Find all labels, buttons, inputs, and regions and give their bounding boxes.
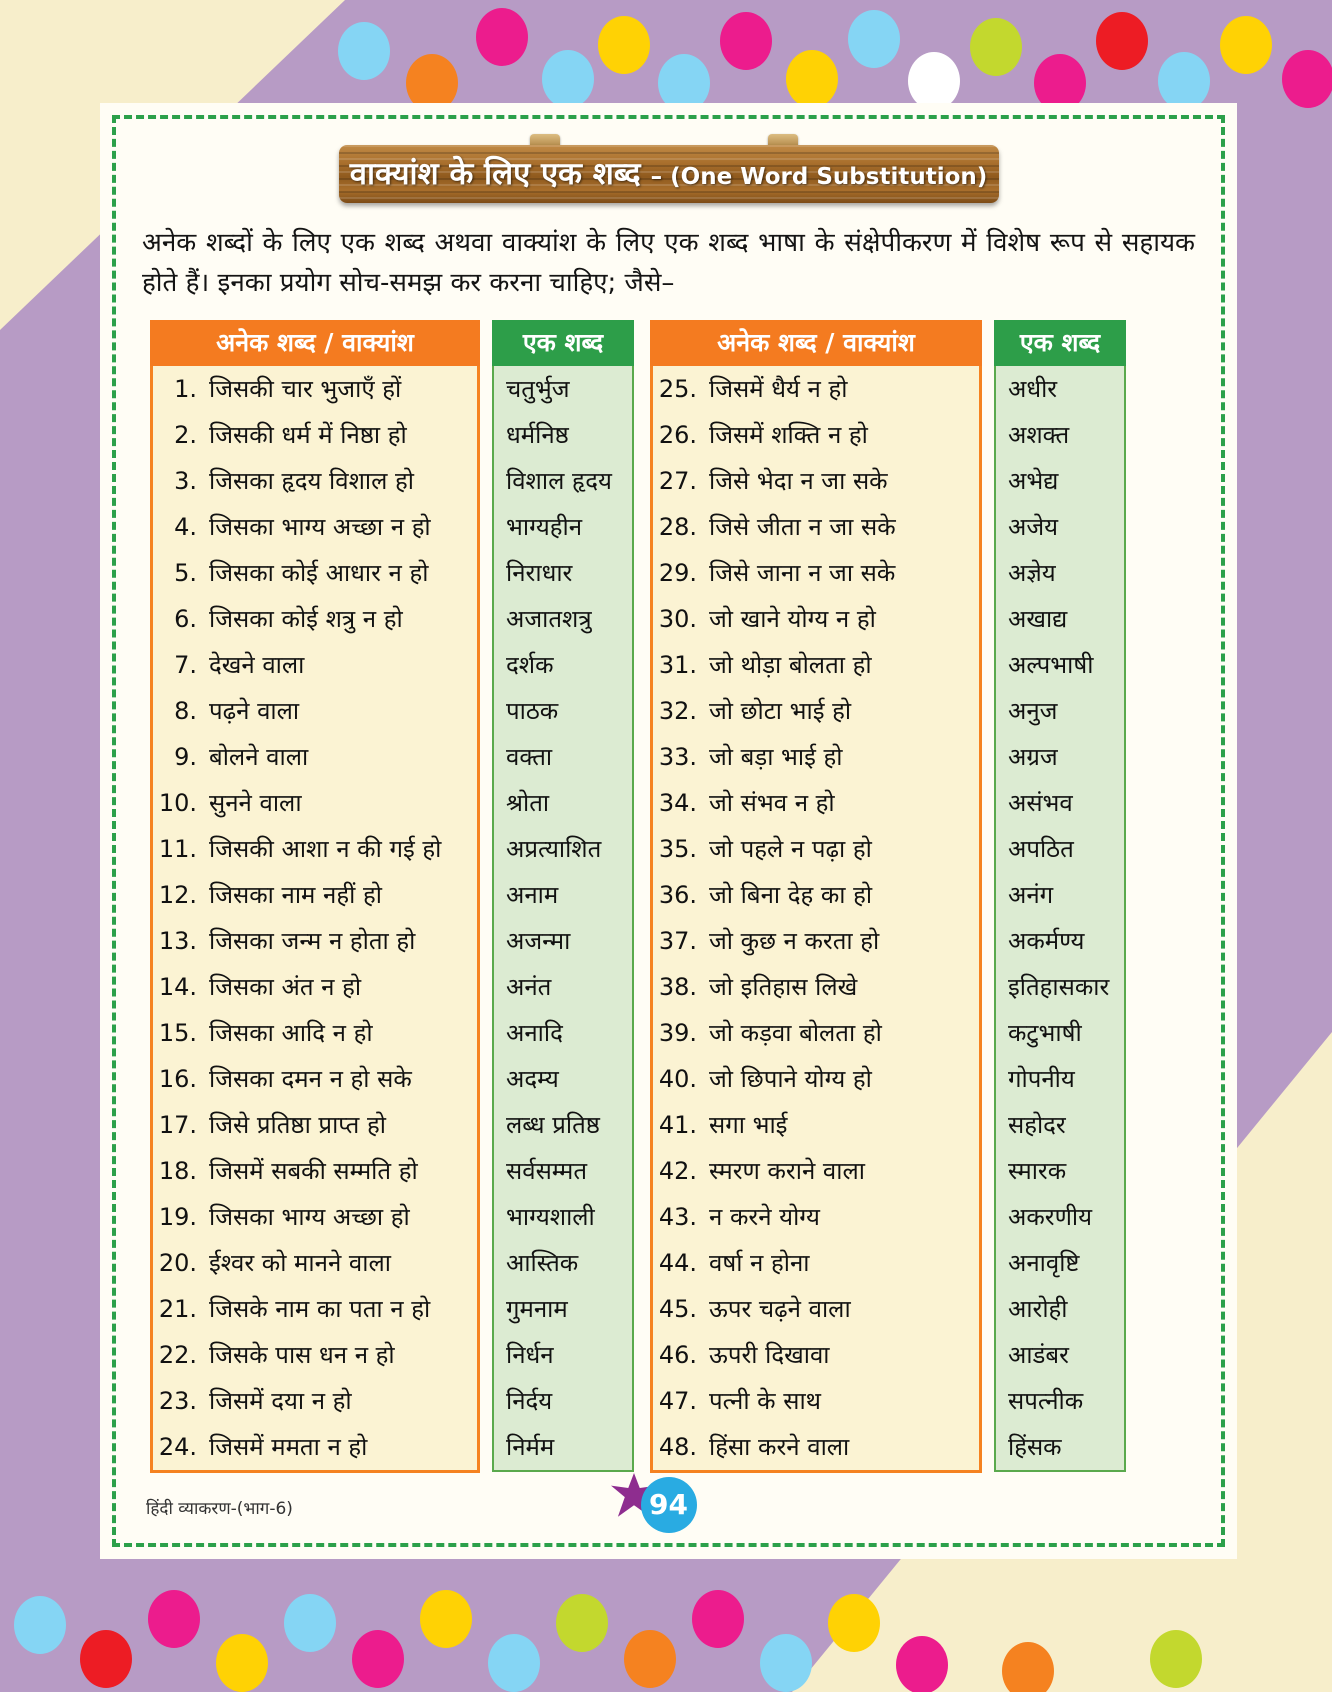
word-row: [494, 1240, 632, 1286]
row-number: 46.: [658, 1340, 697, 1369]
row-number: 1.: [174, 374, 197, 403]
phrase-text: जो छोटा भाई हो: [709, 697, 852, 726]
word-row: [494, 1102, 632, 1148]
polka-dot: [14, 1596, 66, 1654]
row-number: 24.: [158, 1432, 197, 1461]
phrase-text: जो बिना देह का हो: [709, 881, 873, 910]
phrase-text: जिसका कोई आधार न हो: [209, 559, 429, 588]
phrase-row: [153, 826, 477, 872]
phrase-row: [153, 412, 477, 458]
word-text: भाग्यशाली: [506, 1203, 595, 1232]
word-row: [494, 1424, 632, 1470]
row-number: 3.: [174, 466, 197, 495]
polka-dot: [692, 1590, 744, 1648]
row-number: 26.: [658, 420, 697, 449]
phrase-text: जिसके नाम का पता न हो: [209, 1295, 431, 1324]
word-text: अपठित: [1008, 835, 1074, 864]
row-number: 31.: [658, 650, 697, 679]
word-row: [996, 1194, 1124, 1240]
word-row: [494, 1056, 632, 1102]
word-row: [494, 872, 632, 918]
phrase-text: जिसमें सबकी सम्मति हो: [209, 1157, 418, 1186]
phrase-row: [153, 1424, 477, 1470]
word-row: [996, 1424, 1124, 1470]
phrase-row: [653, 826, 979, 872]
row-number: 4.: [174, 512, 197, 541]
phrase-row: [153, 1010, 477, 1056]
row-number: 13.: [158, 926, 197, 955]
phrase-row: [153, 596, 477, 642]
word-row: [494, 1194, 632, 1240]
polka-dot: [148, 1590, 200, 1648]
word-row: [494, 550, 632, 596]
row-number: 2.: [174, 420, 197, 449]
row-number: 47.: [658, 1386, 697, 1415]
word-text: पाठक: [506, 697, 559, 726]
page-number-wrap: [641, 1477, 697, 1533]
phrase-text: जिसे जीता न जा सके: [709, 513, 896, 542]
polka-dot: [352, 1630, 404, 1688]
word-row: [494, 1378, 632, 1424]
word-header-right: एक शब्द: [994, 320, 1126, 366]
phrase-row: [653, 1056, 979, 1102]
phrase-text: सगा भाई: [709, 1111, 788, 1140]
word-row: [494, 366, 632, 412]
phrase-text: जिसकी धर्म में निष्ठा हो: [209, 421, 407, 450]
phrase-text: जिसके पास धन न हो: [209, 1341, 395, 1370]
word-row: [996, 1286, 1124, 1332]
word-text: अग्रज: [1008, 743, 1058, 772]
row-number: 38.: [658, 972, 697, 1001]
phrase-text: जिसे प्रतिष्ठा प्राप्त हो: [209, 1111, 386, 1140]
phrase-row: [153, 872, 477, 918]
phrase-row: [653, 1286, 979, 1332]
word-text: अनावृष्टि: [1008, 1249, 1080, 1278]
word-text: अनादि: [506, 1019, 563, 1048]
word-row: [494, 596, 632, 642]
word-row: [494, 1332, 632, 1378]
phrase-row: [153, 1378, 477, 1424]
row-number: 34.: [658, 788, 697, 817]
word-row: [996, 964, 1124, 1010]
phrase-row: [653, 688, 979, 734]
polka-dot: [1150, 1630, 1202, 1688]
phrase-row: [153, 1240, 477, 1286]
word-row: [996, 780, 1124, 826]
phrase-row: [153, 780, 477, 826]
polka-dot: [216, 1634, 268, 1692]
word-row: [494, 412, 632, 458]
phrase-text: जिसका कोई शत्रु न हो: [209, 605, 403, 634]
word-header-left: एक शब्द: [492, 320, 634, 366]
phrase-text: जिसमें ममता न हो: [209, 1433, 368, 1462]
word-text: अज्ञेय: [1008, 559, 1056, 588]
word-text: असंभव: [1008, 789, 1073, 818]
word-row: [494, 780, 632, 826]
phrase-row: [153, 1286, 477, 1332]
word-text: अदम्य: [506, 1065, 559, 1094]
word-list-left: [492, 366, 634, 1472]
phrase-text: जिसका भाग्य अच्छा न हो: [209, 513, 431, 542]
row-number: 40.: [658, 1064, 697, 1093]
word-row: [494, 1010, 632, 1056]
word-row: [996, 1148, 1124, 1194]
phrase-row: [653, 1378, 979, 1424]
word-row: [494, 734, 632, 780]
word-row: [996, 872, 1124, 918]
phrase-text: जो थोड़ा बोलता हो: [709, 651, 872, 680]
phrase-row: [153, 504, 477, 550]
phrase-row: [153, 964, 477, 1010]
polka-dot: [1282, 50, 1332, 108]
polka-dot: [80, 1630, 132, 1688]
polka-dot: [970, 18, 1022, 76]
row-number: 29.: [658, 558, 697, 587]
page-title-hindi: वाक्यांश के लिए एक शब्द: [349, 156, 641, 192]
row-number: 25.: [658, 374, 697, 403]
word-row: [996, 1332, 1124, 1378]
phrase-row: [153, 1332, 477, 1378]
word-text: आस्तिक: [506, 1249, 579, 1278]
phrase-row: [653, 1148, 979, 1194]
phrase-text: जिसमें दया न हो: [209, 1387, 352, 1416]
row-number: 35.: [658, 834, 697, 863]
polka-dot: [848, 10, 900, 68]
polka-dot: [488, 1634, 540, 1692]
row-number: 42.: [658, 1156, 697, 1185]
word-row: [494, 826, 632, 872]
word-row: [494, 918, 632, 964]
phrase-header-right: अनेक शब्द / वाक्यांश: [650, 320, 982, 366]
phrase-text: जिसका भाग्य अच्छा हो: [209, 1203, 410, 1232]
phrase-text: पढ़ने वाला: [209, 697, 300, 726]
row-number: 12.: [158, 880, 197, 909]
phrase-row: [653, 872, 979, 918]
phrase-text: बोलने वाला: [209, 743, 309, 772]
phrase-row: [653, 918, 979, 964]
row-number: 16.: [158, 1064, 197, 1093]
phrase-row: [153, 734, 477, 780]
word-text: इतिहासकार: [1008, 973, 1110, 1002]
phrase-row: [653, 1194, 979, 1240]
word-text: आडंबर: [1008, 1341, 1069, 1370]
word-text: अकरणीय: [1008, 1203, 1093, 1232]
word-text: निराधार: [506, 559, 573, 588]
word-text: अभेद्य: [1008, 467, 1059, 496]
phrase-text: जिसमें धैर्य न हो: [709, 375, 848, 404]
word-row: [996, 1010, 1124, 1056]
phrase-row: [653, 642, 979, 688]
word-text: भाग्यहीन: [506, 513, 583, 542]
polka-dot: [1220, 16, 1272, 74]
row-number: 30.: [658, 604, 697, 633]
phrase-text: जो छिपाने योग्य हो: [709, 1065, 872, 1094]
phrase-text: ऊपरी दिखावा: [709, 1341, 830, 1370]
page-title-english: – (One Word Substitution): [650, 164, 988, 190]
word-row: [996, 1378, 1124, 1424]
page-number-badge: 94: [641, 1477, 697, 1533]
row-number: 20.: [158, 1248, 197, 1277]
wooden-title-board: [339, 145, 999, 203]
row-number: 45.: [658, 1294, 697, 1323]
phrase-row: [153, 458, 477, 504]
word-text: अधीर: [1008, 375, 1058, 404]
row-number: 5.: [174, 558, 197, 587]
row-number: 48.: [658, 1432, 697, 1461]
row-number: 7.: [174, 650, 197, 679]
phrase-text: देखने वाला: [209, 651, 305, 680]
phrase-list-right: [650, 366, 982, 1473]
phrase-text: जिसका हृदय विशाल हो: [209, 467, 414, 496]
phrase-row: [653, 550, 979, 596]
word-row: [996, 1056, 1124, 1102]
word-text: विशाल हृदय: [506, 467, 612, 496]
word-text: स्मारक: [1008, 1157, 1067, 1186]
word-row: [996, 412, 1124, 458]
phrase-list-left: [150, 366, 480, 1473]
phrase-row: [153, 550, 477, 596]
word-text: अनुज: [1008, 697, 1058, 726]
row-number: 18.: [158, 1156, 197, 1185]
phrase-text: जिसका नाम नहीं हो: [209, 881, 382, 910]
row-number: 19.: [158, 1202, 197, 1231]
phrase-header-left: अनेक शब्द / वाक्यांश: [150, 320, 480, 366]
phrase-text: न करने योग्य: [709, 1203, 820, 1232]
phrase-text: स्मरण कराने वाला: [709, 1157, 865, 1186]
polka-dot: [420, 1590, 472, 1648]
word-row: [996, 596, 1124, 642]
polka-dot: [896, 1636, 948, 1692]
phrase-text: जिसका जन्म न होता हो: [209, 927, 416, 956]
word-text: अनंग: [1008, 881, 1054, 910]
row-number: 33.: [658, 742, 697, 771]
polka-dot: [760, 1634, 812, 1692]
word-text: दर्शक: [506, 651, 554, 680]
word-text: अनंत: [506, 973, 552, 1002]
word-text: अजातशत्रु: [506, 605, 592, 634]
row-number: 41.: [658, 1110, 697, 1139]
word-row: [494, 1148, 632, 1194]
phrase-row: [153, 918, 477, 964]
polka-dot: [598, 16, 650, 74]
phrase-text: जिसे भेदा न जा सके: [709, 467, 888, 496]
phrase-text: जिसे जाना न जा सके: [709, 559, 896, 588]
phrase-row: [153, 1148, 477, 1194]
row-number: 28.: [658, 512, 697, 541]
phrase-text: जो इतिहास लिखे: [709, 973, 858, 1002]
polka-dot: [828, 1594, 880, 1652]
word-text: सहोदर: [1008, 1111, 1066, 1140]
polka-dot: [1096, 12, 1148, 70]
phrase-text: जो कुछ न करता हो: [709, 927, 880, 956]
word-text: धर्मनिष्ठ: [506, 421, 569, 450]
polka-dot: [908, 52, 960, 110]
word-column-right: [994, 320, 1126, 1472]
row-number: 8.: [174, 696, 197, 725]
polka-dot: [542, 50, 594, 108]
phrase-row: [153, 642, 477, 688]
phrase-row: [153, 1102, 477, 1148]
phrase-row: [653, 412, 979, 458]
phrase-row: [653, 1010, 979, 1056]
phrase-text: ईश्वर को मानने वाला: [209, 1249, 391, 1278]
row-number: 14.: [158, 972, 197, 1001]
word-text: निर्धन: [506, 1341, 554, 1370]
word-list-right: [994, 366, 1126, 1472]
phrase-text: जो पहले न पढ़ा हो: [709, 835, 872, 864]
word-text: अखाद्य: [1008, 605, 1068, 634]
phrase-text: ऊपर चढ़ने वाला: [709, 1295, 851, 1324]
row-number: 37.: [658, 926, 697, 955]
polka-dot: [624, 1630, 676, 1688]
row-number: 11.: [158, 834, 197, 863]
phrase-row: [653, 458, 979, 504]
phrase-text: जिसकी चार भुजाएँ हों: [209, 375, 402, 404]
word-row: [996, 550, 1124, 596]
phrase-row: [653, 1102, 979, 1148]
phrase-row: [153, 1056, 477, 1102]
phrase-text: जो कड़वा बोलता हो: [709, 1019, 882, 1048]
phrase-row: [153, 688, 477, 734]
polka-dot: [1002, 1642, 1054, 1692]
row-number: 6.: [174, 604, 197, 633]
phrase-text: जिसका आदि न हो: [209, 1019, 373, 1048]
phrase-text: जो बड़ा भाई हो: [709, 743, 843, 772]
phrase-text: वर्षा न होना: [709, 1249, 810, 1278]
phrase-text: जिसका दमन न हो सके: [209, 1065, 412, 1094]
word-text: अशक्त: [1008, 421, 1070, 450]
row-number: 43.: [658, 1202, 697, 1231]
polka-dot: [476, 8, 528, 66]
phrase-row: [653, 504, 979, 550]
word-text: अजेय: [1008, 513, 1059, 542]
word-text: अनाम: [506, 881, 559, 910]
word-row: [494, 964, 632, 1010]
phrase-row: [153, 366, 477, 412]
word-text: हिंसक: [1008, 1433, 1062, 1462]
word-column-left: [492, 320, 634, 1472]
word-text: लब्ध प्रतिष्ठ: [506, 1111, 600, 1140]
word-text: सपत्नीक: [1008, 1387, 1084, 1416]
polka-dot: [720, 12, 772, 70]
title-board-wrap: [339, 145, 999, 203]
row-number: 10.: [158, 788, 197, 817]
word-text: अकर्मण्य: [1008, 927, 1085, 956]
page-title: [339, 145, 999, 208]
phrase-text: पत्नी के साथ: [709, 1387, 822, 1416]
intro-paragraph: अनेक शब्दों के लिए एक शब्द अथवा वाक्यांश के लिए एक शब्द भाषा के संक्षेपीकरण में विशेष रूप से सहायक होते हैं। इनका प्रयोग सोच-समझ कर करना चाहिए; जैसे–: [142, 228, 1195, 299]
book-footer-label: हिंदी व्याकरण-(भाग-6): [146, 1499, 293, 1519]
phrase-row: [653, 734, 979, 780]
word-text: श्रोता: [506, 789, 550, 818]
phrase-row: [653, 1424, 979, 1470]
phrase-text: जो संभव न हो: [709, 789, 835, 818]
row-number: 44.: [658, 1248, 697, 1277]
row-number: 9.: [174, 742, 197, 771]
word-row: [996, 1102, 1124, 1148]
row-number: 15.: [158, 1018, 197, 1047]
word-text: अल्पभाषी: [1008, 651, 1094, 680]
word-row: [494, 1286, 632, 1332]
row-number: 23.: [158, 1386, 197, 1415]
word-row: [996, 734, 1124, 780]
polka-dot: [284, 1594, 336, 1652]
polka-dot: [338, 22, 390, 80]
page-card: [100, 103, 1237, 1559]
phrase-text: जिसमें शक्ति न हो: [709, 421, 868, 450]
dashed-border-frame: [112, 115, 1225, 1547]
word-row: [494, 504, 632, 550]
polka-dot: [556, 1594, 608, 1652]
word-row: [996, 826, 1124, 872]
word-text: वक्ता: [506, 743, 553, 772]
word-row: [494, 458, 632, 504]
word-text: चतुर्भुज: [506, 375, 570, 404]
row-number: 17.: [158, 1110, 197, 1139]
phrase-row: [653, 1332, 979, 1378]
phrase-column-right: [650, 320, 982, 1473]
phrase-row: [653, 366, 979, 412]
polka-dot: [1158, 52, 1210, 110]
phrase-row: [153, 1194, 477, 1240]
word-text: आरोही: [1008, 1295, 1068, 1324]
row-number: 32.: [658, 696, 697, 725]
word-row: [494, 642, 632, 688]
word-text: अजन्मा: [506, 927, 571, 956]
phrase-row: [653, 1240, 979, 1286]
phrase-row: [653, 780, 979, 826]
word-row: [494, 688, 632, 734]
word-text: निर्दय: [506, 1387, 553, 1416]
polka-dot: [786, 50, 838, 108]
phrase-row: [653, 964, 979, 1010]
word-row: [996, 366, 1124, 412]
phrase-column-left: [150, 320, 480, 1473]
row-number: 39.: [658, 1018, 697, 1047]
phrase-text: जिसका अंत न हो: [209, 973, 362, 1002]
word-row: [996, 1240, 1124, 1286]
substitution-table: [150, 320, 1221, 1473]
word-row: [996, 642, 1124, 688]
word-row: [996, 458, 1124, 504]
row-number: 22.: [158, 1340, 197, 1369]
phrase-text: जिसकी आशा न की गई हो: [209, 835, 442, 864]
word-text: सर्वसम्मत: [506, 1157, 587, 1186]
phrase-row: [653, 596, 979, 642]
row-number: 27.: [658, 466, 697, 495]
phrase-text: जो खाने योग्य न हो: [709, 605, 876, 634]
word-text: कटुभाषी: [1008, 1019, 1082, 1048]
word-row: [996, 918, 1124, 964]
phrase-text: सुनने वाला: [209, 789, 302, 818]
word-row: [996, 504, 1124, 550]
row-number: 21.: [158, 1294, 197, 1323]
word-text: निर्मम: [506, 1433, 555, 1462]
word-text: अप्रत्याशित: [506, 835, 602, 864]
row-number: 36.: [658, 880, 697, 909]
word-row: [996, 688, 1124, 734]
word-text: गोपनीय: [1008, 1065, 1075, 1094]
word-text: गुमनाम: [506, 1295, 568, 1324]
phrase-text: हिंसा करने वाला: [709, 1433, 850, 1462]
